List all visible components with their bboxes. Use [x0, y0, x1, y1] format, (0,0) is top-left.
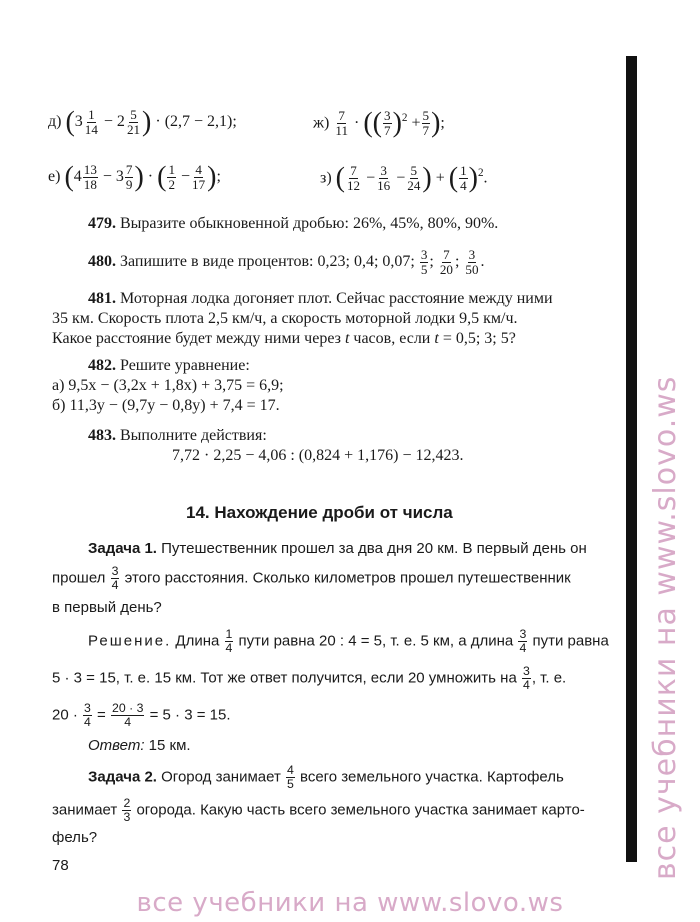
- problem-number: 481.: [88, 290, 116, 307]
- expr-zh: ж) $\frac{7}{11}$ · (( $\frac{3}{7}$ )$^2$ + $\frac{5}{7}$ );: [313, 107, 445, 139]
- problem-481: 481. Моторная лодка догоняет плот. Сейчас расстояние между ними 35 км. Скорость плота 2,5 км/ч, а скорость моторной лодки 9,5 км/ч. Какое расстояние будет между ними через t часов, если t = 0,5; 3; 5?: [52, 290, 553, 347]
- expr-d: д) (3 $\frac{1}{14}$ − 2 $\frac{5}{21}$ ) · (2,7 − 2,1);: [48, 106, 237, 138]
- page-edge-bar: [626, 56, 637, 862]
- problem-482: 482. Решите уравнение: а) 9,5x − (3,2x + 1,8x) + 3,75 = 6,9; б) 11,3y − (9,7y − 0,8y) + 7,4 = 17.: [52, 357, 284, 414]
- task-1-answer: Ответ: 15 км.: [88, 737, 191, 754]
- problem-number: 479.: [88, 215, 116, 232]
- section-title: 14. Нахождение дроби от числа: [186, 503, 453, 522]
- side-watermark: все учебники на www.slovo.ws: [648, 375, 683, 880]
- problem-479: 479. Выразите обыкновенной дробью: 26%, 45%, 80%, 90%.: [88, 215, 499, 232]
- expr-z: з) ( $\frac{7}{12}$ − $\frac{3}{16}$ − $\frac{5}{24}$ ) + ( $\frac{1}{4}$ )$^2$.: [320, 162, 488, 194]
- problem-480: 480. Запишите в виде процентов: 0,23; 0,4; 0,07; $\frac{3}{5}$ ; $\frac{7}{20}$ ; $\frac{3}{50}$ .: [88, 247, 485, 277]
- task-2: Задача 2. Огород занимает $\frac{4}{5}$ всего земельного участка. Картофель занимает $\frac{2}{3}$ огорода. Какую часть всего земельного участка занимает карто- фель?: [52, 763, 585, 846]
- bottom-watermark: все учебники на www.slovo.ws: [136, 888, 564, 918]
- problem-483-expression: 7,72 · 2,25 − 4,06 : (0,824 + 1,176) − 12,423.: [172, 447, 464, 464]
- problem-483: 483. Выполните действия:: [88, 427, 267, 444]
- problem-number: 483.: [88, 427, 116, 444]
- page-number: 78: [52, 857, 69, 874]
- problem-number: 480.: [88, 252, 116, 270]
- expr-e: е) (4 $\frac{13}{18}$ − 3 $\frac{7}{9}$ ) · ( $\frac{1}{2}$ − $\frac{4}{17}$ );: [48, 161, 221, 193]
- task-1: Задача 1. Путешественник прошел за два дня 20 км. В первый день он прошел $\frac{3}{4}$ этого расстояния. Сколько километров прошел путешественник в первый день?: [52, 540, 587, 616]
- problem-number: 482.: [88, 357, 116, 374]
- task-1-solution: Решение. Длина $\frac{1}{4}$ пути равна 20 : 4 = 5, т. е. 5 км, а длина $\frac{3}{4}$ пути равна 5 · 3 = 15, т. е. 15 км. Тот же ответ получится, если 20 умножить на $\frac{3}{4}$ , т. е. 20 · $\frac{3}{4}$ = $\frac{20 \cdot 3}{4}$ = 5 · 3 = 15.: [52, 627, 609, 729]
